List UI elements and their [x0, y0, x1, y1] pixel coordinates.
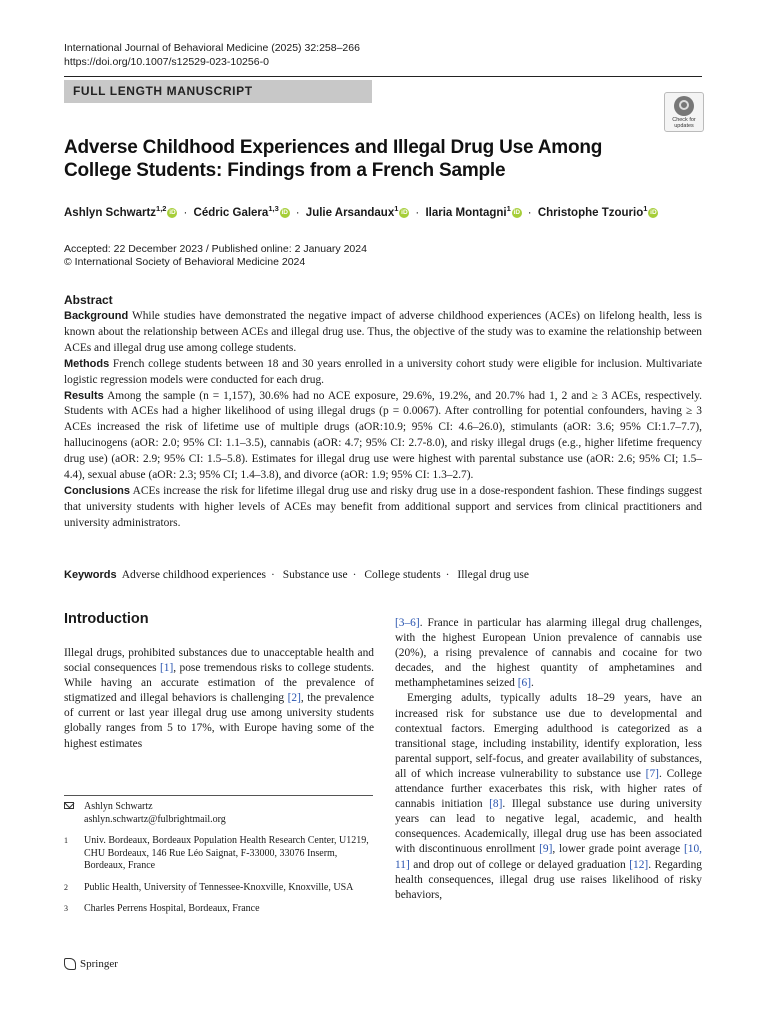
footnotes [64, 801, 374, 925]
copyright-line: © International Society of Behavioral Medicine 2024 [64, 255, 306, 268]
body-text: . Regarding health consequences, illegal drug use raises likelihood of risky behaviors, [395, 858, 702, 901]
intro-paragraph: [3–6]. France in particular has alarming illegal drug challenges, with the highest European Union prevalence of cannabis use (20%), a rising prevalence of cannabis and cocaine for two decades, and the highest quantity of amphetamines and methamphetamines seized [6]. [395, 617, 702, 690]
keyword: College students [364, 569, 441, 581]
abstract-text: ACEs increase the risk for lifetime illegal drug use and risky drug use in a dose-respondent fashion. These findings suggest that university students with higher levels of ACEs may benefit from additional support and services from clinical practitioners and university administrators. [64, 484, 703, 529]
abstract-body [64, 309, 702, 532]
orcid-icon[interactable]: iD [169, 208, 176, 216]
affiliation-mark: 2 [64, 882, 68, 892]
abstract-conclusions [64, 484, 702, 532]
citation-link[interactable]: [8] [489, 798, 503, 811]
citation-link[interactable]: [3–6] [395, 617, 420, 629]
header-rule [64, 76, 702, 77]
abstract-text: While studies have demonstrated the negative impact of adverse childhood experiences (ACEs) on lifelong health, less is known about the relationship between ACEs and illegal drug use. Thus, the objective of the study was to examine the relationship between ACEs and illegal drug use among college students. [64, 310, 702, 354]
citation-link[interactable]: [2] [287, 692, 301, 705]
author-name[interactable]: Julie Arsandaux [305, 206, 395, 219]
contact-email[interactable]: ashlyn.schwartz@fulbrightmail.org [84, 813, 226, 825]
affiliation-2 [64, 882, 374, 895]
paper-title: Adverse Childhood Experiences and Illegal Drug Use Among College Students: Findings from a French Sample [64, 137, 603, 181]
publisher-name: Springer [80, 958, 118, 970]
author-affiliation: 1 [643, 204, 648, 213]
intro-left-column [64, 646, 374, 752]
affiliation-text: Public Health, University of Tennessee-Knoxville, Knoxville, USA [84, 881, 354, 893]
accepted-published-line: Accepted: 22 December 2023 / Published online: 2 January 2024 [64, 243, 367, 255]
citation-link[interactable]: [12] [629, 858, 649, 871]
keywords: Keywords Adverse childhood experiences · Substance use · College students · Illegal drug use [64, 569, 529, 581]
abstract-label: Background [64, 310, 129, 322]
springer-horse-icon [64, 958, 76, 970]
author-name[interactable]: Ilaria Montagni [425, 206, 507, 219]
keyword: Illegal drug use [457, 569, 529, 581]
author-name[interactable]: Ashlyn Schwartz [64, 206, 157, 219]
abstract-results [64, 389, 702, 484]
check-updates-icon [674, 96, 694, 116]
author-affiliation: 1,3 [268, 204, 279, 213]
abstract-text: Among the sample (n = 1,157), 30.6% had no ACE exposure, 29.6%, 19.2%, and 20.7% had 1, 2 and ≥ 3 ACEs, respectively. Students with ACEs had a higher likelihood of using illegal drugs (p = 0.0067). After controlling for potential confounders, having ≥ 3 ACEs increased the risk of lifetime use of multiple drugs (aOR:10.9; 95% CI: 4.6–26.0), stimulants (aOR: 3.6; 95% CI:1.7–7.7), hallucinogens (aOR: 2.0; 95% CI: 1.1–3.5), cannabis (aOR: 4.7; 95% CI: 2.7-8.0), and risky illegal drugs (e.g., higher lifetime frequency drug use) (aOR: 2.9; 95% CI: 1.5–5.8). Estimates for illegal drug use were highest with parental substance use (aOR: 2.6; 95% CI; 1.5–4.4), sexual abuse (aOR: 2.3; 95% CI; 1.4–3.8), and divorce (aOR: 1.9; 95% CI: 1.3–2.7). [64, 389, 702, 482]
publication-dates [64, 243, 367, 268]
abstract-background [64, 309, 702, 357]
abstract-text: French college students between 18 and 30 years enrolled in a university cohort study were eligible for inclusion. Multivariate logistic regression models were conducted for each drug. [64, 357, 702, 386]
keywords-label: Keywords [64, 569, 117, 581]
body-text: . France in particular has alarming illegal drug challenges, with the highest European Union prevalence of cannabis use (20%), a rising prevalence of cannabis and cocaine for two decades, and the highest quantity of amphetamines and methamphetamines seized [395, 617, 702, 690]
abstract-methods [64, 357, 702, 389]
keyword: Substance use [282, 569, 348, 581]
citation-link[interactable]: [10, 11] [395, 843, 703, 871]
author-affiliation: 1 [506, 204, 511, 213]
intro-paragraph [395, 691, 702, 902]
abstract-heading: Abstract [64, 293, 113, 307]
affiliation-mark: 3 [64, 904, 68, 913]
orcid-icon[interactable]: iD [401, 208, 408, 216]
introduction-heading: Introduction [64, 611, 149, 627]
abstract-label: Methods [64, 357, 110, 370]
citation-link[interactable]: [9] [539, 843, 553, 856]
doi-link[interactable]: https://doi.org/10.1007/s12529-023-10256-0 [64, 56, 269, 68]
citation-link[interactable]: [6] [517, 677, 532, 690]
body-text: , the prevalence of current or last year illegal drug use among university students globally ranges from 5 to 17%, with Europe having some of the highest estimates [64, 692, 375, 750]
body-text: . College attendance further exacerbates this risk, with higher rates of cannabis initiation [395, 767, 702, 811]
section-banner: FULL LENGTH MANUSCRIPT [64, 80, 372, 103]
body-text: , pose tremendous risks to college students. While having an accurate estimation of the prevalence of stigmatized and illegal behaviors is challenging [64, 662, 375, 705]
journal-citation: International Journal of Behavioral Medicine (2025) 32:258–266 [64, 42, 360, 54]
body-text: . Illegal substance use during university years can lead to negative legal, academic, and health consequences. Academically, illegal drug use has been associated with discontinuous enrollment [395, 798, 702, 856]
keyword: Adverse childhood experiences [121, 569, 267, 581]
abstract-label: Conclusions [64, 484, 131, 497]
publisher-logo [64, 958, 118, 970]
intro-right-column [395, 616, 702, 903]
affiliation-1 [64, 835, 374, 873]
orcid-icon[interactable]: iD [281, 208, 288, 216]
affiliation-3 [64, 903, 374, 916]
affiliation-text: Charles Perrens Hospital, Bordeaux, France [84, 903, 260, 914]
check-updates-label: Check for updates [672, 117, 696, 129]
footnote-rule [64, 795, 373, 796]
body-text: Illegal drugs, prohibited substances due to unacceptable health and social consequences [64, 647, 374, 675]
affiliation-text: Univ. Bordeaux, Bordeaux Population Health Research Center, U1219, CHU Bordeaux, 146 Rue Léo Saignat, F-33000, 33076 Inserm, Bordeaux, France [84, 835, 369, 871]
corresponding-author [64, 801, 374, 826]
contact-name: Ashlyn Schwartz [84, 801, 153, 812]
author-list: Ashlyn Schwartz$^{1,2}$ iD · Cédric Galera$^{1,3}$ iD · Julie Arsandaux$^1$ iD · Ilaria Montagni$^1$ iD · Christophe Tzourio$^1$ iD [64, 204, 657, 219]
envelope-icon [64, 802, 74, 809]
affiliation-mark: 1 [64, 836, 68, 845]
body-text: and drop out of college or delayed graduation [409, 858, 630, 871]
author-name[interactable]: Cédric Galera [193, 206, 269, 219]
author-affiliation: 1,2 [156, 204, 167, 213]
body-text: Emerging adults, typically adults 18–29 years, have an increased risk for substance use due to developmental and contextual factors. Emerging adulthood is categorized as a transitional stage, including instability, identify exploration, less parental support, self-focus, and greater availability of substances, all of which increase vulnerability to substance use [395, 692, 702, 780]
orcid-icon[interactable]: iD [513, 208, 521, 216]
author-affiliation: 1 [394, 204, 399, 213]
intro-paragraph [64, 646, 374, 752]
abstract-label: Results [64, 389, 104, 402]
citation-link[interactable]: [7] [645, 767, 659, 780]
citation-link[interactable]: [1] [160, 662, 174, 675]
orcid-icon[interactable]: iD [650, 208, 657, 216]
author-name[interactable]: Christophe Tzourio [537, 206, 644, 219]
check-for-updates-badge[interactable] [664, 92, 704, 132]
body-text: , lower grade point average [552, 843, 684, 856]
